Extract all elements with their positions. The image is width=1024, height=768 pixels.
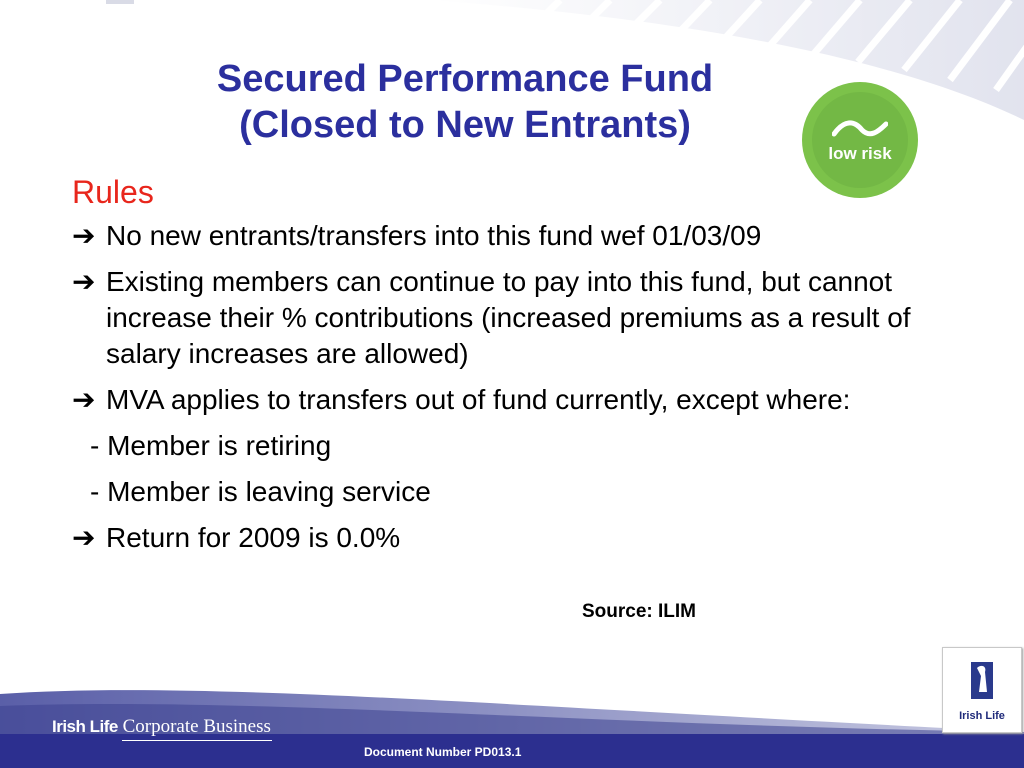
bullet-item: [72, 218, 942, 254]
bullet-text: No new entrants/transfers into this fund wef 01/03/09: [106, 220, 762, 251]
slide-title: [40, 56, 890, 148]
badge-label: low risk: [828, 144, 892, 163]
title-line-2: (Closed to New Entrants): [239, 104, 691, 146]
sub-item: - Member is retiring: [90, 430, 332, 461]
bullet-item: [72, 382, 942, 418]
arrow-icon: ➔: [72, 522, 96, 553]
footer-brand: [52, 716, 271, 738]
bullet-item: [72, 264, 942, 372]
brand-division: Corporate Business: [122, 716, 271, 737]
arrow-icon: ➔: [72, 384, 96, 415]
rules-content: [72, 172, 942, 566]
document-number: Document Number PD013.1: [364, 745, 522, 759]
brand-underline: [122, 740, 272, 741]
bullet-text: Return for 2009 is 0.0%: [106, 522, 401, 553]
source-note: Source: ILIM: [582, 601, 697, 622]
irish-life-logo: [942, 647, 1022, 733]
arrow-icon: ➔: [72, 220, 96, 251]
brand-name: Irish Life: [52, 717, 118, 736]
arrow-icon: ➔: [72, 266, 96, 297]
logo-figure-icon: [971, 662, 993, 704]
bullet-text: MVA applies to transfers out of fund currently, except where:: [106, 384, 851, 415]
bullet-text: Existing members can continue to pay into this fund, but cannot increase their % contributions (increased premiums as a result of salary increases are allowed): [106, 266, 911, 369]
sub-item: - Member is leaving service: [90, 476, 431, 507]
top-left-mark: [106, 0, 134, 4]
wave-icon: [832, 118, 888, 140]
bullet-item: [72, 520, 942, 556]
rules-heading: Rules: [72, 174, 154, 210]
title-line-1: Secured Performance Fund: [216, 58, 714, 100]
logo-label: Irish Life: [959, 710, 1005, 722]
